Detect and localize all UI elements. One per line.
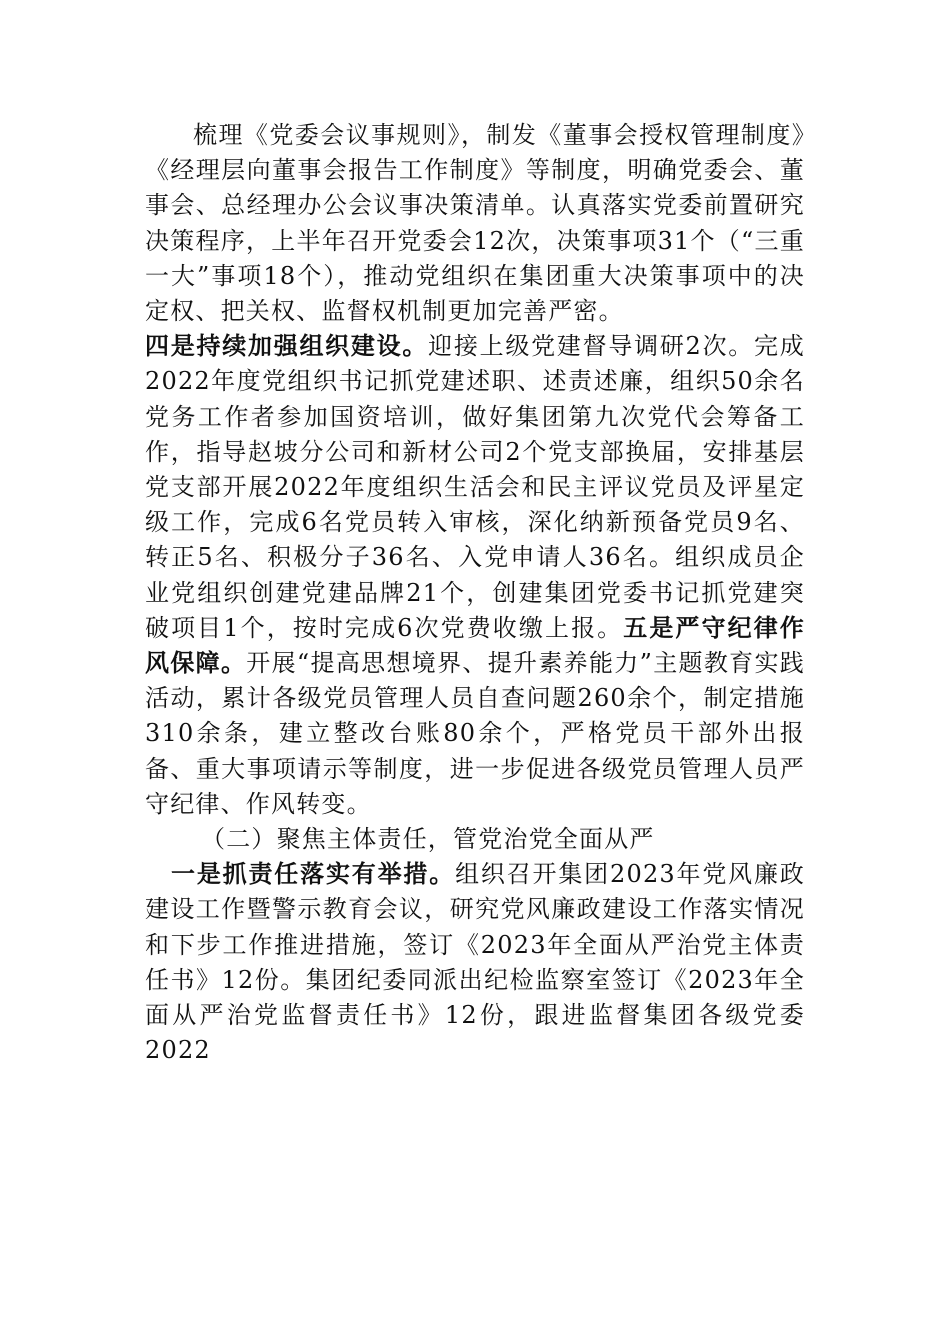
point-one-title: 一是抓责任落实有举措。 — [171, 860, 456, 889]
paragraph-organization — [145, 329, 805, 822]
point-five-body: 开展“提高思想境界、提升素养能力”主题教育实践活动，累计各级党员管理人员自查问题260余个，制定措施310余条，建立整改台账80余个，严格党员干部外出报备、重大事项请示等制度，进一步促进各级党员管理人员严守纪律、作风转变。 — [145, 649, 805, 818]
section-heading: （二）聚焦主体责任，管党治党全面从严 — [201, 825, 655, 854]
point-five-title: 五是严守纪律作风保障。 — [145, 613, 805, 678]
paragraph-rules-text: 梳理《党委会议事规则》，制发《董事会授权管理制度》《经理层向董事会报告工作制度》等制度，明确党委会、董事会、总经理办公会议事决策清单。认真落实党委前置研究决策程序，上半年召开党委会12次，决策事项31个（“三重一大”事项18个），推动党组织在集团重大决策事项中的决定权、把关权、监督权机制更加完善严密。 — [145, 121, 805, 326]
point-four-body: 迎接上级党建督导调研2次。完成2022年度党组织书记抓党建述职、述责述廉，组织50余名党务工作者参加国资培训，做好集团第九次党代会筹备工作，指导赵坡分公司和新材公司2个党支部换届，安排基层党支部开展2022年度组织生活会和民主评议党员及评星定级工作，完成6名党员转入审核，深化纳新预备党员9名、转正5名、积极分子36名、入党申请人36名。组织成员企业党组织创建党建品牌21个，创建集团党委书记抓党建突破项目1个，按时完成6次党费收缴上报。 — [145, 332, 805, 642]
point-four-title: 四是持续加强组织建设。 — [145, 332, 429, 361]
paragraph-rules — [145, 118, 805, 329]
point-one-body: 组织召开集团2023年党风廉政建设工作暨警示教育会议，研究党风廉政建设工作落实情况和下步工作推进措施，签订《2023年全面从严治党主体责任书》12份。集团纪委同派出纪检监察室签订《2023年全面从严治党监督责任书》12份，跟进监督集团各级党委2022 — [145, 860, 805, 1065]
document-body — [145, 118, 805, 1068]
paragraph-responsibility — [145, 857, 805, 1068]
